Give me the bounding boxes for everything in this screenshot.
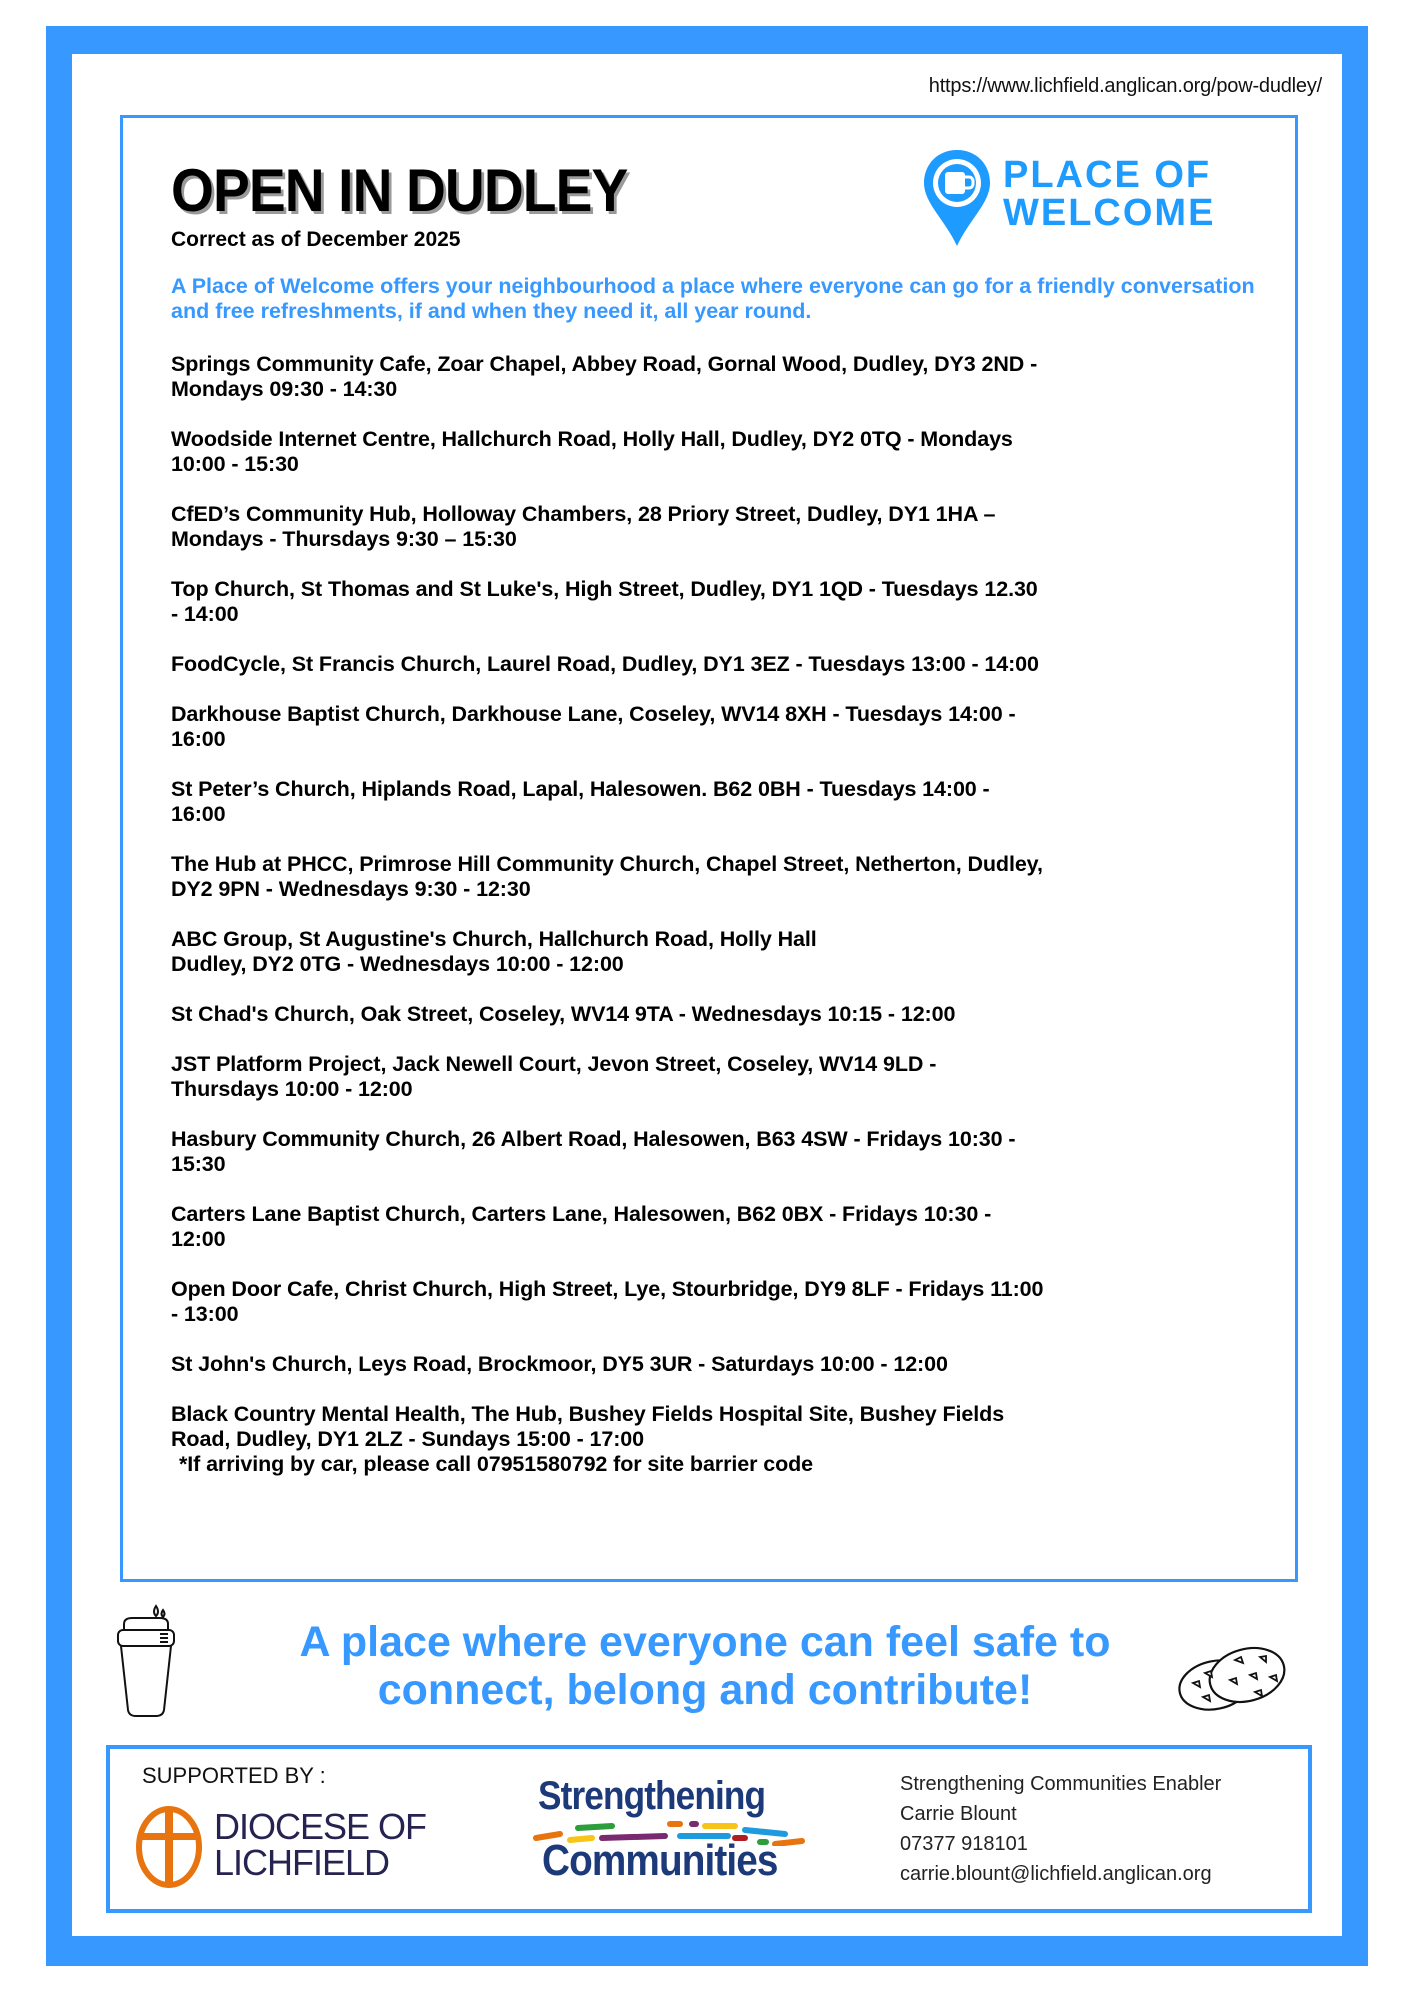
list-item: Black Country Mental Health, The Hub, Bushey Fields Hospital Site, Bushey Fields Road, Dudley, DY1 2LZ - Sundays 15:00 - 17:00 *If arriving by car, please call 07951580792 for site barrier code — [171, 1402, 1281, 1477]
map-pin-mug-icon — [921, 148, 993, 248]
barrier-note: *If arriving by car, please call 07951580792 for site barrier code — [179, 1452, 813, 1476]
logo-wordmark — [1003, 156, 1215, 232]
diocese-of-lichfield-logo — [134, 1801, 454, 1896]
contact-role: Strengthening Communities Enabler — [900, 1773, 1222, 1795]
diocese-line-2: LICHFIELD — [214, 1842, 390, 1883]
list-item: St Chad's Church, Oak Street, Coseley, WV14 9TA - Wednesdays 10:15 - 12:00 — [171, 1002, 956, 1026]
tagline-text — [210, 1618, 1200, 1714]
list-item: Springs Community Cafe, Zoar Chapel, Abbey Road, Gornal Wood, Dudley, DY3 2ND - Mondays 09:30 - 14:30 — [171, 352, 1038, 401]
diocese-line-1: DIOCESE OF — [214, 1806, 427, 1847]
list-item: ABC Group, St Augustine's Church, Hallchurch Road, Holly Hall Dudley, DY2 0TG - Wednesdays 10:00 - 12:00 — [171, 927, 817, 976]
tagline-line-1: A place where everyone can feel safe to — [299, 1618, 1111, 1666]
cross-circle-icon — [134, 1801, 204, 1891]
intro-text: A Place of Welcome offers your neighbourhood a place where everyone can go for a friendly conversation and free refreshments, if and when they need it, all year round. — [171, 274, 1255, 323]
sc-line-2: Communities — [542, 1836, 778, 1885]
listings-panel — [120, 115, 1298, 1582]
strengthening-communities-logo — [530, 1774, 810, 1889]
page-title: OPEN IN DUDLEY — [171, 157, 628, 224]
list-item: Top Church, St Thomas and St Luke's, High Street, Dudley, DY1 1QD - Tuesdays 12.30 - 14:00 — [171, 577, 1038, 626]
takeaway-cup-icon — [110, 1602, 180, 1722]
place-of-welcome-logo — [921, 148, 1241, 248]
supported-by-label: SUPPORTED BY : — [142, 1763, 326, 1788]
list-item: Open Door Cafe, Christ Church, High Street, Lye, Stourbridge, DY9 8LF - Fridays 11:00 - 13:00 — [171, 1277, 1044, 1326]
list-item: St Peter’s Church, Hiplands Road, Lapal, Halesowen. B62 0BH - Tuesdays 14:00 - 16:00 — [171, 777, 990, 826]
list-item: Hasbury Community Church, 26 Albert Road, Halesowen, B63 4SW - Fridays 10:30 - 15:30 — [171, 1127, 1016, 1176]
contact-name: Carrie Blount — [900, 1803, 1017, 1825]
updated-date: Correct as of December 2025 — [171, 228, 461, 251]
list-item: Darkhouse Baptist Church, Darkhouse Lane, Coseley, WV14 8XH - Tuesdays 14:00 - 16:00 — [171, 702, 1016, 751]
supporters-footer — [106, 1745, 1312, 1913]
tagline-line-2: connect, belong and contribute! — [377, 1666, 1033, 1714]
logo-line-2: WELCOME — [1003, 192, 1216, 234]
list-item: JST Platform Project, Jack Newell Court, Jevon Street, Coseley, WV14 9LD - Thursdays 10:00 - 12:00 — [171, 1052, 937, 1101]
logo-line-1: PLACE OF — [1003, 154, 1212, 196]
contact-email[interactable]: carrie.blount@lichfield.anglican.org — [900, 1863, 1212, 1885]
list-item: CfED’s Community Hub, Holloway Chambers, 28 Priory Street, Dudley, DY1 1HA – Mondays - Thursdays 9:30 – 15:30 — [171, 502, 996, 551]
list-item: FoodCycle, St Francis Church, Laurel Road, Dudley, DY1 3EZ - Tuesdays 13:00 - 14:00 — [171, 652, 1039, 676]
cookies-icon — [1175, 1635, 1290, 1715]
list-item: St John's Church, Leys Road, Brockmoor, DY5 3UR - Saturdays 10:00 - 12:00 — [171, 1352, 948, 1376]
diocese-wordmark — [214, 1806, 427, 1883]
list-item: Woodside Internet Centre, Hallchurch Road, Holly Hall, Dudley, DY2 0TQ - Mondays 10:00 - 15:30 — [171, 427, 1013, 476]
website-url[interactable]: https://www.lichfield.anglican.org/pow-dudley/ — [928, 75, 1322, 97]
sc-line-1: Strengthening — [538, 1774, 766, 1818]
contact-phone[interactable]: 07377 918101 — [900, 1833, 1028, 1855]
venue-list — [171, 352, 1281, 1502]
list-item: The Hub at PHCC, Primrose Hill Community Church, Chapel Street, Netherton, Dudley, DY2 9PN - Wednesdays 9:30 - 12:30 — [171, 852, 1043, 901]
list-item: Carters Lane Baptist Church, Carters Lane, Halesowen, B62 0BX - Fridays 10:30 - 12:00 — [171, 1202, 992, 1251]
tagline-banner — [100, 1600, 1320, 1730]
contact-details — [900, 1769, 1221, 1889]
